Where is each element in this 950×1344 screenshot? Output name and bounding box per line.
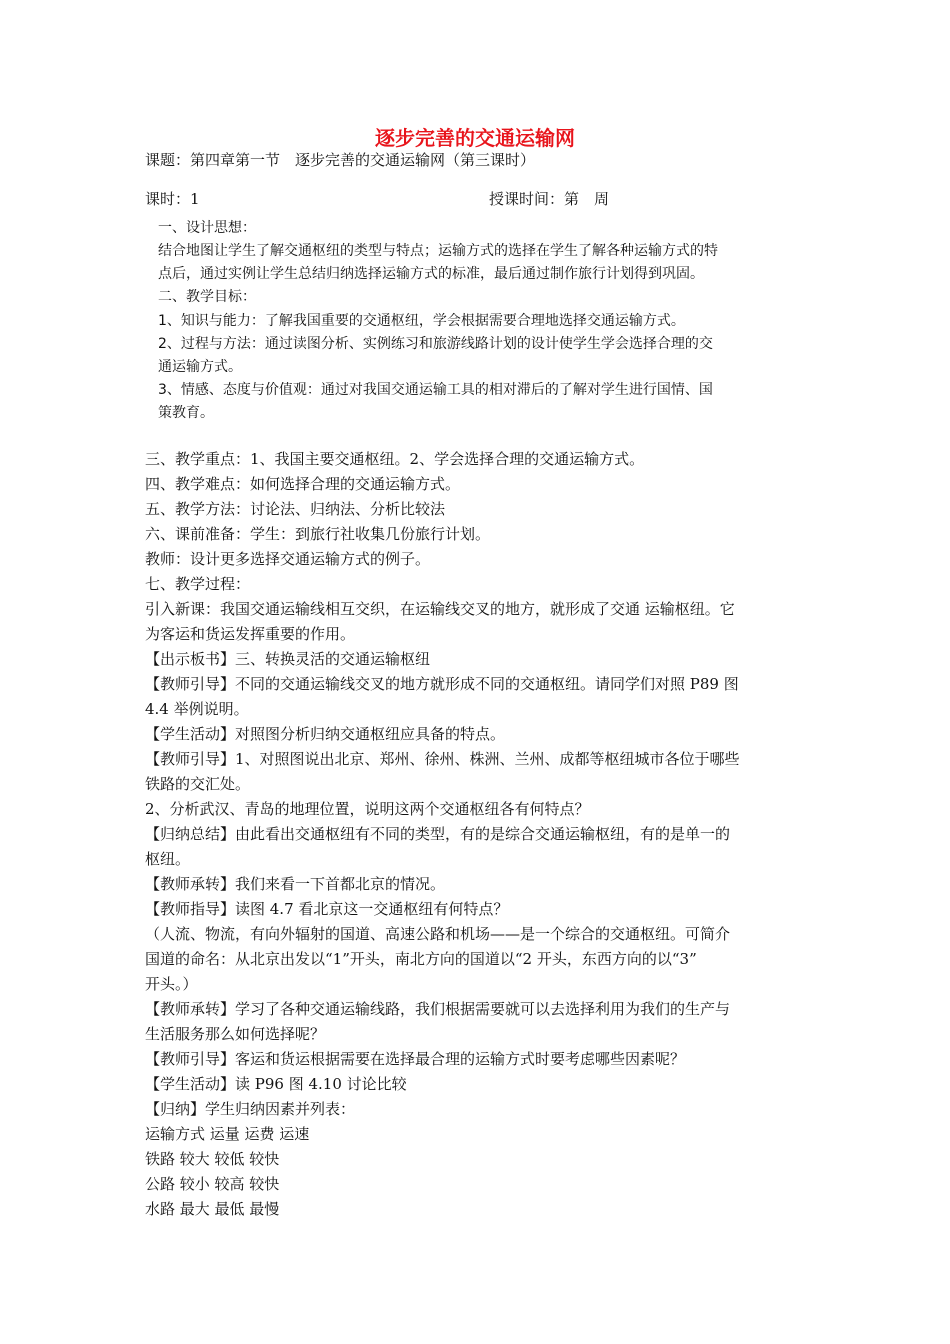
text-line: 枢纽。 <box>145 850 191 868</box>
text-line: 生活服务那么如何选择呢？ <box>145 1025 326 1043</box>
lesson-time: 授课时间：第 周 <box>489 190 610 208</box>
text-line: 七、教学过程： <box>145 575 251 593</box>
table-row: 水路 最大 最低 最慢 <box>145 1200 280 1218</box>
text-line: 结合地图让学生了解交通枢纽的类型与特点；运输方式的选择在学生了解各种运输方式的特 <box>158 243 718 259</box>
text-line: 2、分析武汉、青岛的地理位置，说明这两个交通枢纽各有何特点？ <box>145 800 590 818</box>
table-row: 公路 较小 较高 较快 <box>145 1175 280 1193</box>
section-heading: 二、教学目标： <box>158 289 256 305</box>
table-row: 运输方式 运量 运费 运速 <box>145 1125 310 1143</box>
text-line: 通运输方式。 <box>158 359 242 375</box>
section-heading: 一、设计思想： <box>158 220 256 236</box>
text-line: 开头。） <box>145 975 198 993</box>
text-line: 【教师承转】我们来看一下首都北京的情况。 <box>145 875 446 893</box>
text-line: 【学生活动】读 P96 图 4.10 讨论比较 <box>145 1075 407 1093</box>
text-line: 3、情感、态度与价值观：通过对我国交通运输工具的相对滞后的了解对学生进行国情、国 <box>158 382 713 398</box>
text-line: 4.4 举例说明。 <box>145 700 249 718</box>
text-line: 教师：设计更多选择交通运输方式的例子。 <box>145 550 431 568</box>
text-line: 2、过程与方法：通过读图分析、实例练习和旅游线路计划的设计使学生学会选择合理的交 <box>158 336 713 352</box>
text-line: 【教师引导】1、对照图说出北京、郑州、徐州、株洲、兰州、成都等枢纽城市各位于哪些 <box>145 750 740 768</box>
table-row: 铁路 较大 较低 较快 <box>145 1150 280 1168</box>
lesson-hours: 课时：1 <box>145 190 200 208</box>
text-line: 为客运和货运发挥重要的作用。 <box>145 625 356 643</box>
text-line: 五、教学方法：讨论法、归纳法、分析比较法 <box>145 500 446 518</box>
text-line: 点后，通过实例让学生总结归纳选择运输方式的标准，最后通过制作旅行计划得到巩固。 <box>158 266 704 282</box>
text-line: 铁路的交汇处。 <box>145 775 251 793</box>
text-line: （人流、物流，有向外辐射的国道、高速公路和机场——是一个综合的交通枢纽。可简介 <box>145 925 731 943</box>
text-line: 【出示板书】三、转换灵活的交通运输枢纽 <box>145 650 431 668</box>
text-line: 六、课前准备：学生：到旅行社收集几份旅行计划。 <box>145 525 491 543</box>
text-line: 【归纳总结】由此看出交通枢纽有不同的类型，有的是综合交通运输枢纽，有的是单一的 <box>145 825 731 843</box>
text-line: 引入新课：我国交通运输线相互交织，在运输线交叉的地方，就形成了交通 运输枢纽。它 <box>145 600 735 618</box>
text-line: 国道的命名：从北京出发以“1”开头，南北方向的国道以“2 开头，东西方向的以“3” <box>145 950 697 968</box>
document-title: 逐步完善的交通运输网 <box>375 126 575 150</box>
text-line: 策教育。 <box>158 405 214 421</box>
text-line: 【归纳】学生归纳因素并列表： <box>145 1100 356 1118</box>
text-line: 【教师指导】读图 4.7 看北京这一交通枢纽有何特点？ <box>145 900 509 918</box>
text-line: 1、知识与能力：了解我国重要的交通枢纽，学会根据需要合理地选择交通运输方式。 <box>158 313 685 329</box>
text-line: 【教师引导】不同的交通运输线交叉的地方就形成不同的交通枢纽。请同学们对照 P89 图 <box>145 675 739 693</box>
text-line: 【教师引导】客运和货运根据需要在选择最合理的运输方式时要考虑哪些因素呢？ <box>145 1050 686 1068</box>
text-line: 【学生活动】对照图分析归纳交通枢纽应具备的特点。 <box>145 725 506 743</box>
text-line: 【教师承转】学习了各种交通运输线路，我们根据需要就可以去选择利用为我们的生产与 <box>145 1000 731 1018</box>
lesson-topic: 课题：第四章第一节 逐步完善的交通运输网（第三课时） <box>145 151 536 169</box>
text-line: 四、教学难点：如何选择合理的交通运输方式。 <box>145 475 461 493</box>
text-line: 三、教学重点：1、我国主要交通枢纽。2、学会选择合理的交通运输方式。 <box>145 450 645 468</box>
